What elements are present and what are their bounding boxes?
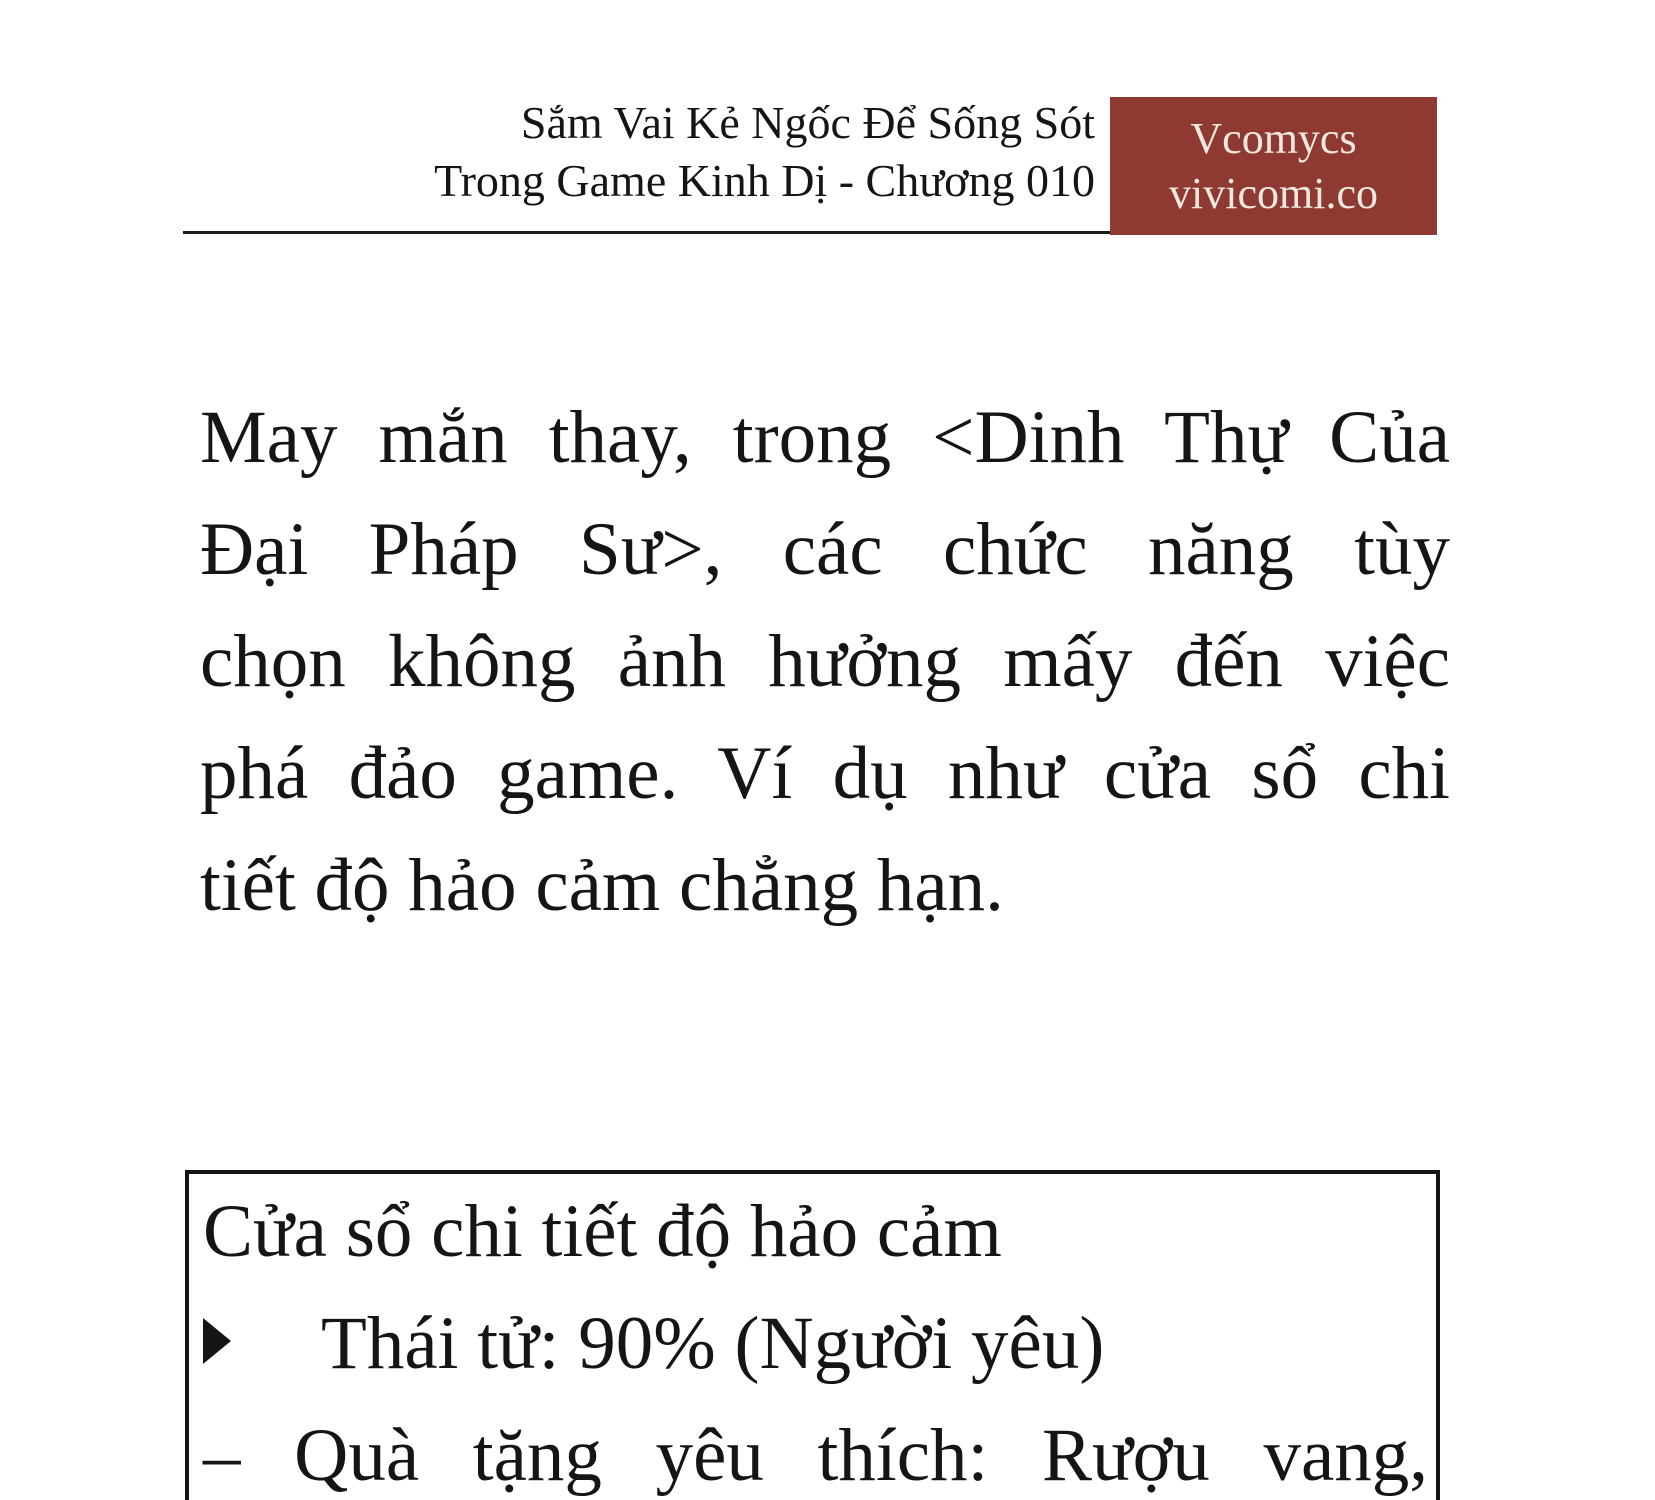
favorability-detail-text: Quà tặng yêu thích: Rượu vang,	[294, 1414, 1429, 1497]
paragraph-line: phá đảo game. Ví dụ như cửa sổ chi	[200, 732, 1450, 815]
favorability-detail-dash: –	[203, 1414, 241, 1497]
favorability-item	[203, 1288, 1428, 1400]
brand-site: vivicomi.co	[1169, 169, 1378, 218]
paragraph-line: chọn không ảnh hưởng mấy đến việc	[200, 620, 1450, 703]
favorability-window-title: Cửa sổ chi tiết độ hảo cảm	[203, 1190, 1002, 1273]
favorability-detail	[203, 1400, 1428, 1500]
brand-watermark-box	[1110, 97, 1437, 235]
chapter-title	[200, 94, 1095, 210]
paragraph-line: tiết độ hảo cảm chẳng hạn.	[200, 844, 1004, 927]
brand-name: Vcomycs	[1190, 114, 1357, 163]
header-divider	[183, 231, 1110, 234]
story-paragraph	[200, 382, 1450, 942]
chapter-title-line1: Sắm Vai Kẻ Ngốc Để Sống Sót	[520, 97, 1095, 148]
favorability-window	[185, 1170, 1440, 1500]
paragraph-line: May mắn thay, trong <Dinh Thự Của	[200, 396, 1450, 479]
paragraph-line: Đại Pháp Sư>, các chức năng tùy	[200, 508, 1450, 591]
chapter-title-line2: Trong Game Kinh Dị - Chương 010	[434, 155, 1095, 206]
favorability-item-text: Thái tử: 90% (Người yêu)	[321, 1302, 1105, 1385]
triangle-bullet-icon	[203, 1318, 231, 1364]
